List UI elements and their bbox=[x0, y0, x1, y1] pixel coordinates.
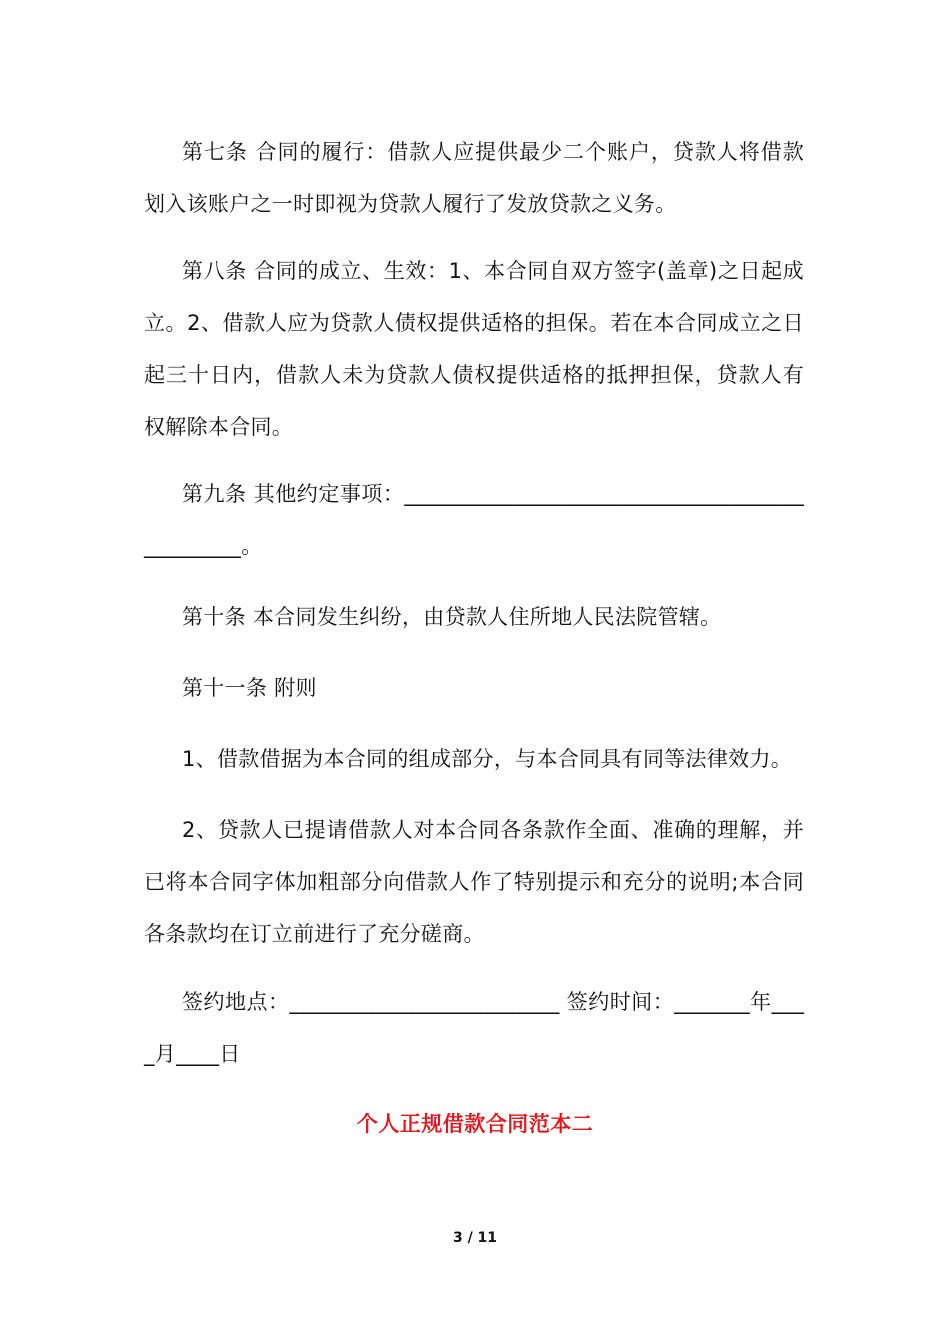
article-11-heading: 第十一条 附则 bbox=[182, 676, 317, 700]
article-9-paragraph: 第九条 其他约定事项：______________________________________________。 bbox=[144, 482, 804, 558]
appendix-item-2: 2、贷款人已提请借款人对本合同各条款作全面、准确的理解，并已将本合同字体加粗部分向借款人作了特别提示和充分的说明;本合同各条款均在订立前进行了充分磋商。 bbox=[144, 818, 804, 946]
signing-place-and-date: 签约地点：_________________________ 签约时间：_______年____月____日 bbox=[144, 990, 804, 1066]
article-10-paragraph: 第十条 本合同发生纠纷，由贷款人住所地人民法院管辖。 bbox=[182, 605, 722, 629]
section-title: 个人正规借款合同范本二 bbox=[356, 1112, 594, 1136]
page-number: 3 / 11 bbox=[452, 1230, 498, 1246]
article-7-paragraph: 第七条 合同的履行：借款人应提供最少二个账户，贷款人将借款划入该账户之一时即视为贷款人履行了发放贷款之义务。 bbox=[144, 140, 804, 216]
article-8-paragraph: 第八条 合同的成立、生效：1、本合同自双方签字(盖章)之日起成立。2、借款人应为贷款人债权提供适格的担保。若在本合同成立之日起三十日内，借款人未为贷款人债权提供适格的抵押担保，贷款人有权解除本合同。 bbox=[144, 259, 804, 439]
appendix-item-1: 1、借款借据为本合同的组成部分，与本合同具有同等法律效力。 bbox=[182, 747, 793, 771]
